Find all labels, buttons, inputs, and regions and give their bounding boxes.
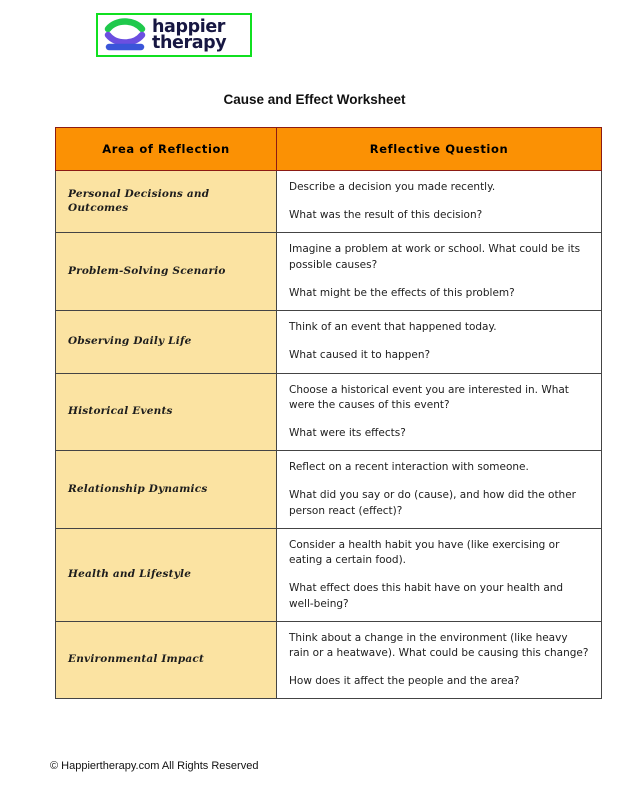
worksheet-table — [55, 127, 602, 699]
question-text: Reflect on a recent interaction with someone. — [289, 461, 529, 474]
question-text: How does it affect the people and the area? — [289, 675, 520, 688]
brand-logo — [96, 13, 252, 57]
question-group — [277, 171, 602, 233]
question-text: Think of an event that happened today. — [289, 321, 497, 334]
question-group — [277, 621, 602, 699]
table-row — [56, 233, 602, 311]
question-text: Imagine a problem at work or school. What could be its possible causes? — [289, 243, 581, 271]
table-row — [56, 451, 602, 529]
question-text: What were its effects? — [289, 426, 406, 439]
question-text: What effect does this habit have on your health and well-being? — [289, 582, 564, 610]
logo-word-therapy: therapy — [152, 33, 227, 53]
question-group — [277, 233, 602, 311]
area-label: Relationship Dynamics — [56, 451, 277, 529]
question-group — [277, 528, 602, 621]
question-text: What was the result of this decision? — [289, 209, 483, 222]
question-text: Choose a historical event you are interested in. What were the causes of this event? — [289, 383, 569, 411]
footer-copyright: © Happiertherapy.com All Rights Reserved — [50, 760, 259, 772]
column-header-area-of-reflection: Area of Reflection — [56, 128, 277, 171]
logo-box — [96, 13, 252, 57]
question-text: Think about a change in the environment (like heavy rain or a heatwave). What could be causing this change? — [289, 631, 589, 659]
question-text: What did you say or do (cause), and how did the other person react (effect)? — [289, 489, 576, 517]
area-label: Environmental Impact — [56, 621, 277, 699]
table-row — [56, 621, 602, 699]
table-header-row — [56, 128, 602, 171]
logo-wordmark — [152, 16, 227, 53]
happier-therapy-waves-icon — [104, 16, 146, 54]
table-row — [56, 373, 602, 451]
logo-word-happier: happier — [152, 16, 226, 37]
area-label: Health and Lifestyle — [56, 528, 277, 621]
page-title: Cause and Effect Worksheet — [223, 92, 406, 107]
area-label: Historical Events — [56, 373, 277, 451]
question-text: Describe a decision you made recently. — [289, 181, 496, 193]
question-group — [277, 373, 602, 451]
question-text: Consider a health habit you have (like exercising or eating a certain food). — [289, 538, 560, 567]
worksheet-table-wrapper — [55, 127, 589, 699]
table-row — [56, 528, 602, 621]
area-label: Observing Daily Life — [56, 311, 277, 373]
table-row — [56, 171, 602, 233]
table-row — [56, 311, 602, 373]
question-group — [277, 451, 602, 529]
question-text: What might be the effects of this problem? — [289, 286, 515, 299]
question-group — [277, 311, 602, 373]
area-label: Personal Decisions and Outcomes — [56, 171, 277, 233]
area-label: Problem-Solving Scenario — [56, 233, 277, 311]
column-header-reflective-question: Reflective Question — [277, 128, 602, 171]
table-body — [56, 171, 602, 699]
question-text: What caused it to happen? — [289, 349, 431, 362]
table-head — [56, 128, 602, 171]
